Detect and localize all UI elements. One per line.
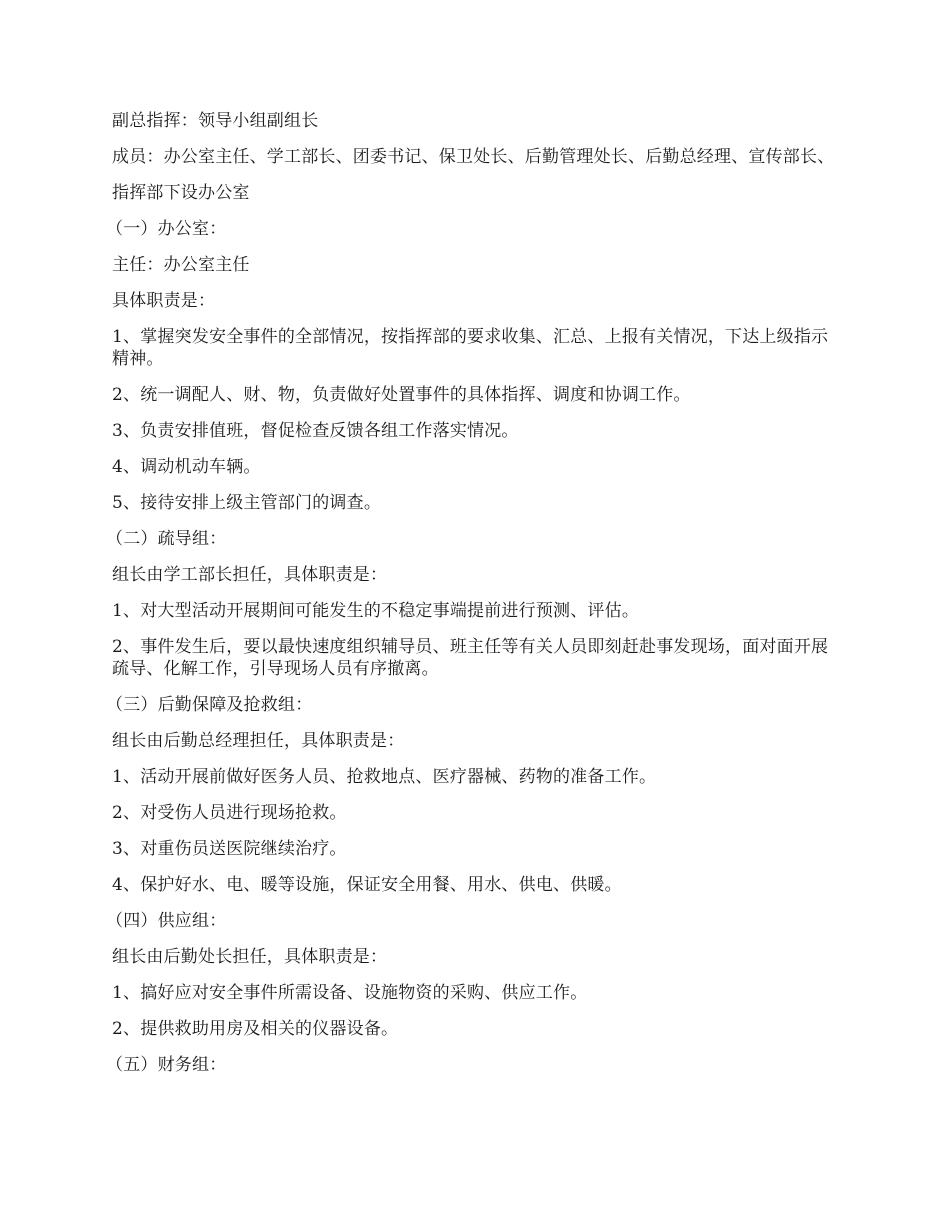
section-heading-supply: （四）供应组： xyxy=(106,911,227,931)
list-item-logistics-duty-3: 3、对重伤员送医院继续治疗。 xyxy=(112,839,347,859)
list-item-office-duty-5: 5、接待安排上级主管部门的调查。 xyxy=(112,493,382,513)
list-item-office-duty-1: 1、掌握突发安全事件的全部情况，按指挥部的要求收集、汇总、上报有关情况，下达上级指示精神。 xyxy=(112,327,829,369)
list-item-supply-duty-1: 1、搞好应对安全事件所需设备、设施物资的采购、供应工作。 xyxy=(112,983,588,1003)
list-item-office-duty-4: 4、调动机动车辆。 xyxy=(112,457,261,477)
list-item-logistics-duty-1: 1、活动开展前做好医务人员、抢救地点、医疗器械、药物的准备工作。 xyxy=(112,767,657,787)
list-item-guidance-duty-1: 1、对大型活动开展期间可能发生的不稳定事端提前进行预测、评估。 xyxy=(112,601,640,621)
section-heading-guidance: （二）疏导组： xyxy=(106,529,227,549)
paragraph-supply-leader: 组长由后勤处长担任，具体职责是： xyxy=(112,947,388,967)
paragraph-duties-label: 具体职责是： xyxy=(112,291,216,311)
list-item-office-duty-2: 2、统一调配人、财、物，负责做好处置事件的具体指挥、调度和协调工作。 xyxy=(112,385,691,405)
section-heading-office: （一）办公室： xyxy=(106,219,227,239)
list-item-office-duty-3: 3、负责安排值班，督促检查反馈各组工作落实情况。 xyxy=(112,421,519,441)
section-heading-logistics: （三）后勤保障及抢救组： xyxy=(106,695,313,715)
paragraph-deputy-commander: 副总指挥：领导小组副组长 xyxy=(112,111,319,131)
paragraph-logistics-leader: 组长由后勤总经理担任，具体职责是： xyxy=(112,731,405,751)
paragraph-members: 成员：办公室主任、学工部长、团委书记、保卫处长、后勤管理处长、后勤总经理、宣传部长、 xyxy=(112,147,835,167)
paragraph-guidance-leader: 组长由学工部长担任，具体职责是： xyxy=(112,565,388,585)
list-item-guidance-duty-2: 2、事件发生后，要以最快速度组织辅导员、班主任等有关人员即刻赶赴事发现场，面对面开展疏导、化解工作，引导现场人员有序撤离。 xyxy=(112,637,829,679)
list-item-logistics-duty-4: 4、保护好水、电、暖等设施，保证安全用餐、用水、供电、供暖。 xyxy=(112,875,622,895)
paragraph-office-setup: 指挥部下设办公室 xyxy=(112,183,250,203)
list-item-logistics-duty-2: 2、对受伤人员进行现场抢救。 xyxy=(112,803,347,823)
list-item-supply-duty-2: 2、提供救助用房及相关的仪器设备。 xyxy=(112,1019,399,1039)
section-heading-finance: （五）财务组： xyxy=(106,1055,227,1075)
document-page xyxy=(106,110,842,1090)
paragraph-office-director: 主任：办公室主任 xyxy=(112,255,250,275)
